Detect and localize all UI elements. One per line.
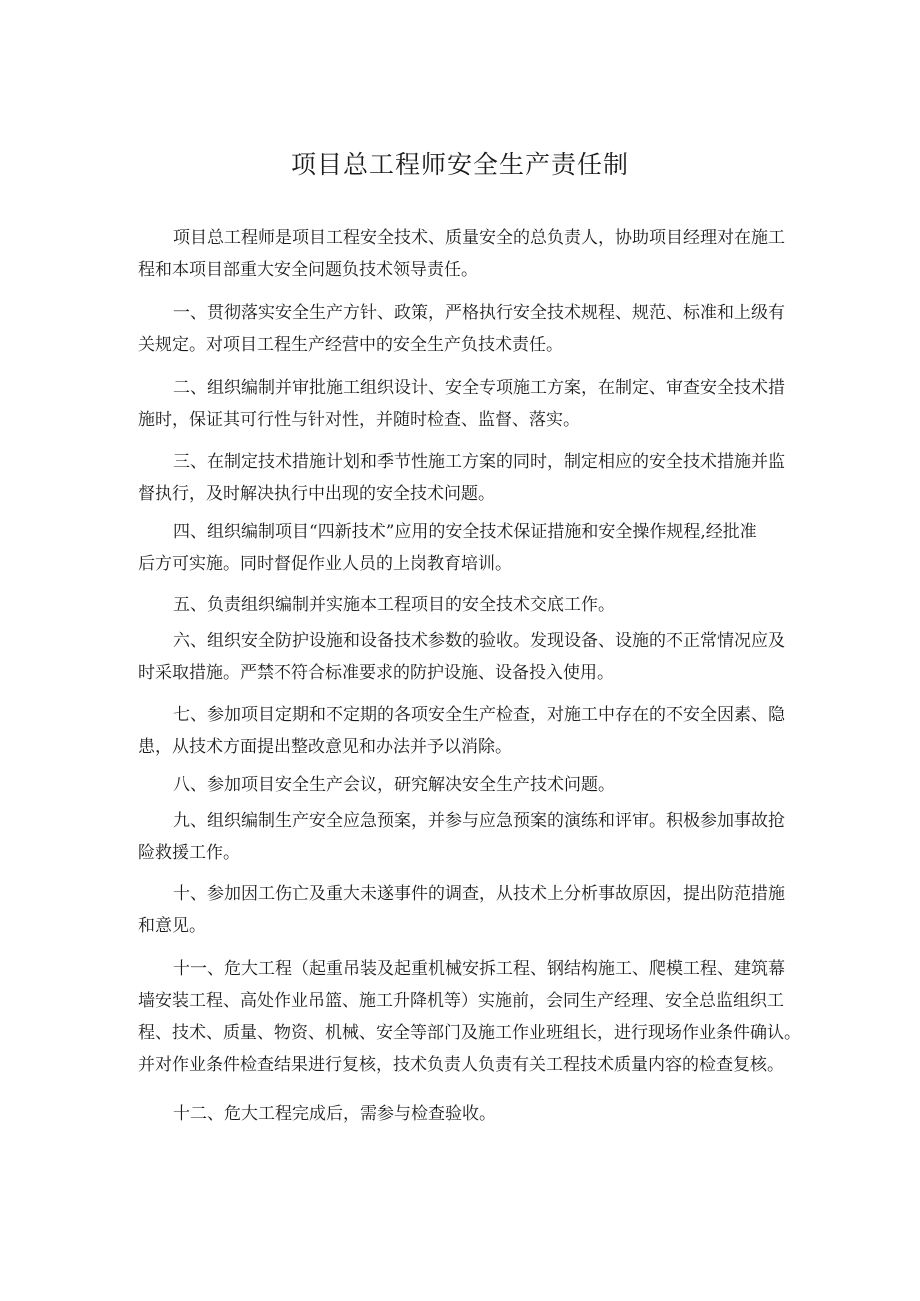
paragraph-line: 墙安装工程、高处作业吊篮、施工升降机等）实施前，会同生产经理、安全总监组织工 [138,991,784,1011]
paragraph-line: 施时，保证其可行性与针对性，并随时检查、监督、落实。 [138,410,580,430]
paragraph-line: 项目总工程师是项目工程安全技术、质量安全的总负责人，协助项目经理对在施工 [173,228,785,248]
paragraph-line: 六、组织安全防护设施和设备技术参数的验收。发现设备、设施的不正常情况应及 [173,631,785,651]
paragraph-item-7 [138,699,790,763]
document-title: 项目总工程师安全生产责任制 [290,150,629,179]
paragraph-item-11 [138,953,801,1081]
paragraph-item-9 [138,805,790,869]
paragraph-line: 十一、危大工程（起重吊装及起重机械安拆工程、钢结构施工、爬模工程、建筑幕 [173,959,785,979]
paragraph-line: 九、组织编制生产安全应急预案，并参与应急预案的演练和评审。积极参加事故抢 [173,811,785,831]
paragraph-line: 险救援工作。 [138,843,240,863]
paragraph-item-12 [138,1098,790,1130]
paragraph-line: 关规定。对项目工程生产经营中的安全生产负技术责任。 [138,335,563,355]
paragraph-item-10 [138,878,790,942]
paragraph-item-6 [138,625,790,689]
paragraph-item-1 [138,297,790,361]
paragraph-item-5 [138,589,790,621]
paragraph-line: 三、在制定技术措施计划和季节性施工方案的同时，制定相应的安全技术措施并监 [173,452,785,472]
paragraph-item-2 [138,372,790,436]
paragraph-line: 后方可实施。同时督促作业人员的上岗教育培训。 [138,554,512,574]
paragraph-item-8 [138,769,790,801]
paragraph-intro [138,222,790,286]
paragraph-line: 程、技术、质量、物资、机械、安全等部门及施工作业班组长，进行现场作业条件确认。 [138,1023,801,1043]
paragraph-line: 督执行，及时解决执行中出现的安全技术问题。 [138,484,495,504]
paragraph-line: 程和本项目部重大安全问题负技术领导责任。 [138,260,478,280]
paragraph-line: 八、参加项目安全生产会议，研究解决安全生产技术问题。 [173,775,615,795]
paragraph-line: 时采取措施。严禁不符合标准要求的防护设施、设备投入使用。 [138,663,614,683]
paragraph-line: 并对作业条件检查结果进行复核，技术负责人负责有关工程技术质量内容的检查复核。 [138,1055,784,1075]
paragraph-line: 一、贯彻落实安全生产方针、政策，严格执行安全技术规程、规范、标准和上级有 [173,303,785,323]
paragraph-line: 七、参加项目定期和不定期的各项安全生产检查，对施工中存在的不安全因素、隐 [173,705,785,725]
paragraph-item-4 [138,516,790,580]
paragraph-line: 五、负责组织编制并实施本工程项目的安全技术交底工作。 [173,595,615,615]
paragraph-line: 十二、危大工程完成后，需参与检查验收。 [173,1104,496,1124]
paragraph-line: 十、参加因工伤亡及重大未遂事件的调查，从技术上分析事故原因，提出防范措施 [173,884,785,904]
paragraph-line: 和意见。 [138,916,206,936]
paragraph-line: 四、组织编制项目“四新技术”应用的安全技术保证措施和安全操作规程,经批准 [173,522,757,542]
paragraph-line: 患，从技术方面提出整改意见和办法并予以消除。 [138,737,512,757]
paragraph-item-3 [138,446,790,510]
paragraph-line: 二、组织编制并审批施工组织设计、安全专项施工方案，在制定、审查安全技术措 [173,378,785,398]
